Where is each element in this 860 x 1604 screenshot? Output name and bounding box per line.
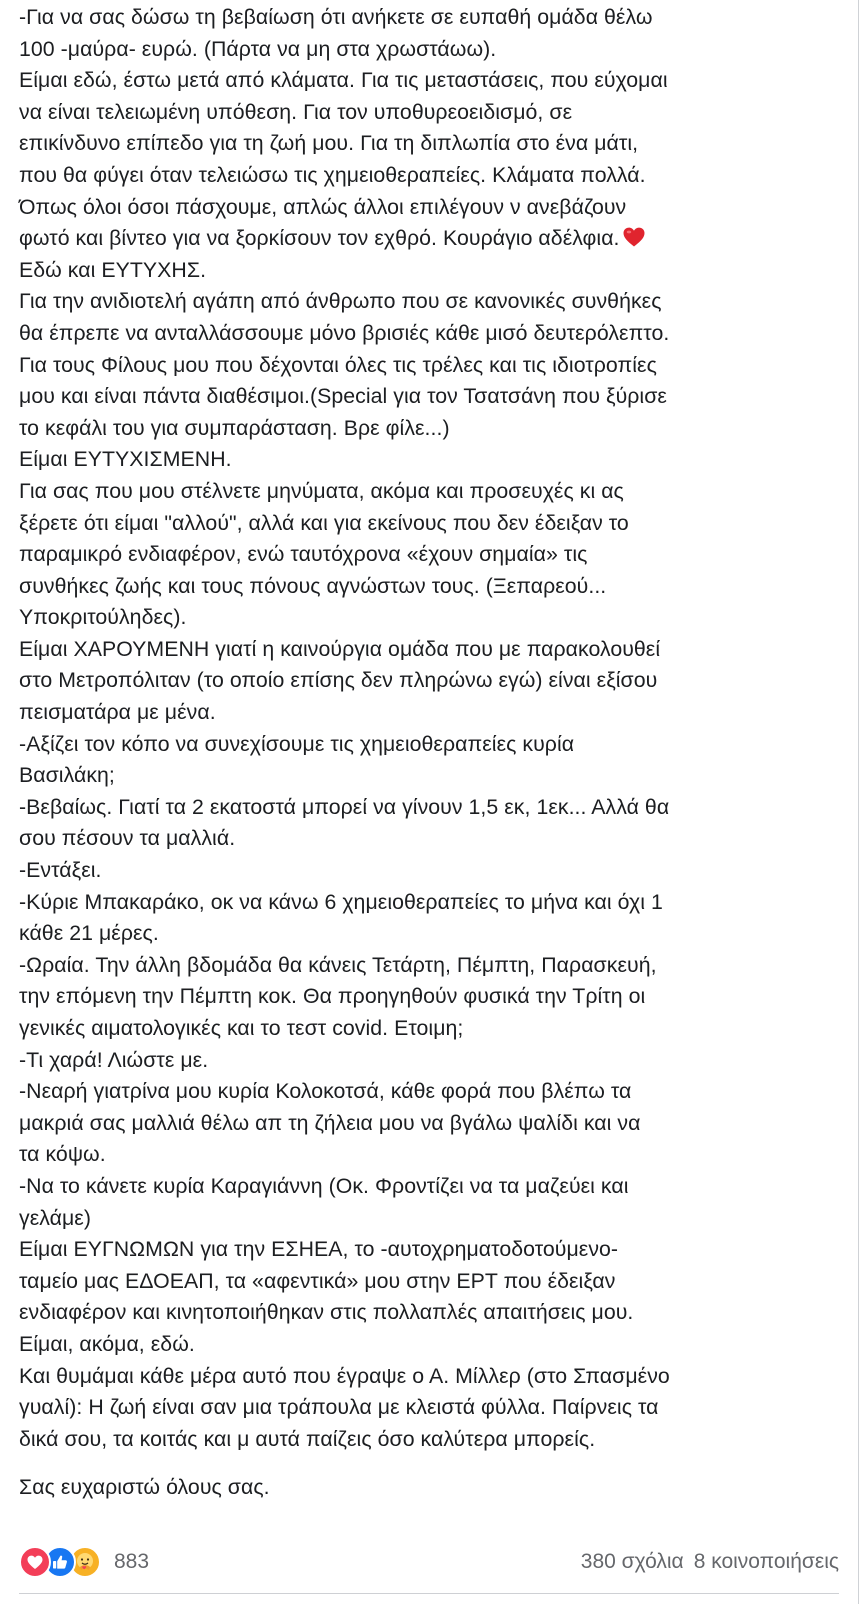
post-line-text: δικά σου, τα κοιτάς και μ αυτά παίζεις όσο καλύτερα μπορείς. bbox=[19, 1426, 596, 1451]
post-line-text: Για την ανιδιοτελή αγάπη από άνθρωπο που σε κανονικές συνθήκες bbox=[19, 289, 662, 314]
post-line bbox=[19, 318, 839, 350]
post-line bbox=[19, 255, 839, 287]
post-line-text: ενδιαφέρον και κινητοποιήθηκαν στις πολλαπλές απαιτήσεις μου. bbox=[19, 1300, 634, 1325]
post-line bbox=[19, 1234, 839, 1266]
post-line-text: 100 -μαύρα- ευρώ. (Πάρτα να μη στα χρωστάωω). bbox=[19, 36, 497, 61]
post-line bbox=[19, 602, 839, 634]
post-line bbox=[19, 1266, 839, 1298]
heart-emoji-icon bbox=[622, 225, 646, 249]
post-line bbox=[19, 1045, 839, 1077]
divider bbox=[19, 1593, 839, 1594]
post-line bbox=[19, 1171, 839, 1203]
post-line bbox=[19, 1203, 839, 1235]
love-icon[interactable] bbox=[19, 1546, 51, 1578]
post-line bbox=[19, 1361, 839, 1393]
post-line bbox=[19, 350, 839, 382]
post-line bbox=[19, 508, 839, 540]
post-line bbox=[19, 1329, 839, 1361]
post-line bbox=[19, 128, 839, 160]
post-line-text: Εδώ και ΕΥΤΥΧΗΣ. bbox=[19, 257, 207, 282]
post-line-text: -Νεαρή γιατρίνα μου κυρία Κολοκοτσά, κάθε φορά που βλέπω τα bbox=[19, 1079, 632, 1104]
post-line-text: -Εντάξει. bbox=[19, 858, 102, 883]
reactions-bar bbox=[19, 1544, 839, 1580]
post-line-text: στο Μετροπόλιταν (το οποίο επίσης δεν πληρώνω εγώ) είναι εξίσου bbox=[19, 668, 658, 693]
post-line-text: -Βεβαίως. Γιατί τα 2 εκατοστά μπορεί να γίνουν 1,5 εκ, 1εκ... Αλλά θα bbox=[19, 794, 670, 819]
post-line-text: Όπως όλοι όσοι πάσχουμε, απλώς άλλοι επιλέγουν ν ανεβάζουν bbox=[19, 194, 627, 219]
post-line bbox=[19, 1013, 839, 1045]
post-line bbox=[19, 729, 839, 761]
post-line-text: πεισματάρα με μένα. bbox=[19, 700, 216, 725]
post-line-text: γελάμε) bbox=[19, 1205, 91, 1230]
post-line bbox=[19, 760, 839, 792]
post-line bbox=[19, 381, 839, 413]
post-line bbox=[19, 981, 839, 1013]
post-line-text: ξέρετε ότι είμαι "αλλού", αλλά και για εκείνους που δεν έδειξαν το bbox=[19, 510, 629, 535]
post-line-text: Είμαι εδώ, έστω μετά από κλάματα. Για τις μεταστάσεις, που εύχομαι bbox=[19, 68, 668, 93]
post-line-text: παραμικρό ενδιαφέρον, ενώ ταυτόχρονα «έχουν σημαία» τις bbox=[19, 542, 588, 567]
post-line bbox=[19, 823, 839, 855]
post-line bbox=[19, 286, 839, 318]
post-line-text: Είμαι ΧΑΡΟΥΜΕΝΗ γιατί η καινούργια ομάδα που με παρακολουθεί bbox=[19, 636, 661, 661]
post-line-text: γυαλί): Η ζωή είναι σαν μια τράπουλα με κλειστά φύλλα. Παίρνεις τα bbox=[19, 1395, 659, 1420]
post-line-text: να είναι τελειωμένη υπόθεση. Για τον υποθυρεοειδισμό, σε bbox=[19, 99, 573, 124]
post-line bbox=[19, 65, 839, 97]
post-line-text: μακριά σας μαλλιά θέλω απ τη ζήλεια μου να βγάλω ψαλίδι και να bbox=[19, 1110, 641, 1135]
post-line-text: επικίνδυνο επίπεδο για τη ζωή μου. Για τη διπλωπία στο ένα μάτι, bbox=[19, 131, 639, 156]
post-line bbox=[19, 792, 839, 824]
post-line-text: την επόμενη την Πέμπτη κοκ. Θα προηγηθούν φυσικά την Τρίτη οι bbox=[19, 984, 646, 1009]
post-closing: Σας ευχαριστώ όλους σας. bbox=[19, 1475, 270, 1500]
post-line-text: τα κόψω. bbox=[19, 1142, 106, 1167]
post-line-text: Είμαι, ακόμα, εδώ. bbox=[19, 1331, 195, 1356]
post-line bbox=[19, 97, 839, 129]
post-line bbox=[19, 697, 839, 729]
post-line-text: Είμαι ΕΥΓΝΩΜΩΝ για την ΕΣΗΕΑ, το -αυτοχρηματοδοτούμενο- bbox=[19, 1237, 619, 1262]
post-line-text: σου πέσουν τα μαλλιά. bbox=[19, 826, 236, 851]
post-line bbox=[19, 1424, 839, 1456]
post-line bbox=[19, 34, 839, 66]
post-line-text: -Ωραία. Την άλλη βδομάδα θα κάνεις Τετάρτη, Πέμπτη, Παρασκευή, bbox=[19, 952, 657, 977]
post-line bbox=[19, 223, 839, 255]
post-line-text: -Αξίζει τον κόπο να συνεχίσουμε τις χημειοθεραπείες κυρία bbox=[19, 731, 575, 756]
post-line bbox=[19, 476, 839, 508]
post-line-text: μου και είναι πάντα διαθέσιμοι.(Special για τον Τσατσάνη που ξύρισε bbox=[19, 384, 667, 409]
post-line-text: -Να το κάνετε κυρία Καραγιάννη (Οκ. Φροντίζει να τα μαζεύει και bbox=[19, 1173, 629, 1198]
shares-count[interactable]: 8 κοινοποιήσεις bbox=[693, 1550, 839, 1573]
post-line-text: κάθε 21 μέρες. bbox=[19, 921, 159, 946]
post-line-text: Για σας που μου στέλνετε μηνύματα, ακόμα και προσευχές κι ας bbox=[19, 478, 624, 503]
post-line-text: θα έπρεπε να ανταλλάσσουμε μόνο βρισιές κάθε μισό δευτερόλεπτο. bbox=[19, 320, 670, 345]
post-line bbox=[19, 1392, 839, 1424]
post-line-text: Υποκριτούληδες). bbox=[19, 605, 187, 630]
post-line bbox=[19, 413, 839, 445]
post-line bbox=[19, 160, 839, 192]
post-line-text: Και θυμάμαι κάθε μέρα αυτό που έγραψε ο Α. Μίλλερ (στο Σπασμένο bbox=[19, 1363, 670, 1388]
comments-count[interactable]: 380 σχόλια bbox=[580, 1550, 684, 1573]
post-line bbox=[19, 1076, 839, 1108]
post-line bbox=[19, 855, 839, 887]
post-line bbox=[19, 571, 839, 603]
post-line-text: ταμείο μας ΕΔΟΕΑΠ, τα «αφεντικά» μου στην ΕΡΤ που έδειξαν bbox=[19, 1268, 616, 1293]
post-line bbox=[19, 634, 839, 666]
post-line-text: -Κύριε Μπακαράκο, οκ να κάνω 6 χημειοθεραπείες το μήνα και όχι 1 bbox=[19, 889, 663, 914]
post-line bbox=[19, 444, 839, 476]
post-text bbox=[19, 2, 839, 1504]
reaction-count[interactable]: 883 bbox=[114, 1550, 150, 1573]
post-line bbox=[19, 918, 839, 950]
post-line-text: -Τι χαρά! Λιώστε με. bbox=[19, 1047, 209, 1072]
post-line bbox=[19, 1139, 839, 1171]
post-line-text: Για τους Φίλους μου που δέχονται όλες τις τρέλες και τις ιδιοτροπίες bbox=[19, 352, 657, 377]
post-stats bbox=[581, 1550, 839, 1574]
reaction-icons[interactable] bbox=[19, 1546, 94, 1578]
post-line-text: φωτό και βίντεο για να ξορκίσουν τον εχθρό. Κουράγιο αδέλφια. bbox=[19, 226, 620, 251]
post-line bbox=[19, 1108, 839, 1140]
post-line-text: Βασιλάκη; bbox=[19, 763, 115, 788]
post-line-text: συνθήκες ζωής και τους πόνους αγνώστων τους. (Ξεπαρεού... bbox=[19, 573, 607, 598]
post-line-text: το κεφάλι του για συμπαράσταση. Βρε φίλε...) bbox=[19, 415, 450, 440]
post-line bbox=[19, 2, 839, 34]
post-line-text: γενικές αιματολογικές και το τεστ covid. Ετοιμη; bbox=[19, 1016, 464, 1040]
post-line-text: που θα φύγει όταν τελειώσω τις χημειοθεραπείες. Κλάματα πολλά. bbox=[19, 162, 646, 187]
post-line bbox=[19, 192, 839, 224]
post-line bbox=[19, 887, 839, 919]
post-line bbox=[19, 1297, 839, 1329]
post-line bbox=[19, 665, 839, 697]
paragraph-gap bbox=[19, 1455, 839, 1472]
post-line-text: Είμαι ΕΥΤΥΧΙΣΜΕΝΗ. bbox=[19, 447, 232, 472]
post-line-text: -Για να σας δώσω τη βεβαίωση ότι ανήκετε σε ευπαθή ομάδα θέλω bbox=[19, 5, 653, 29]
post-line bbox=[19, 950, 839, 982]
post-line bbox=[19, 539, 839, 571]
